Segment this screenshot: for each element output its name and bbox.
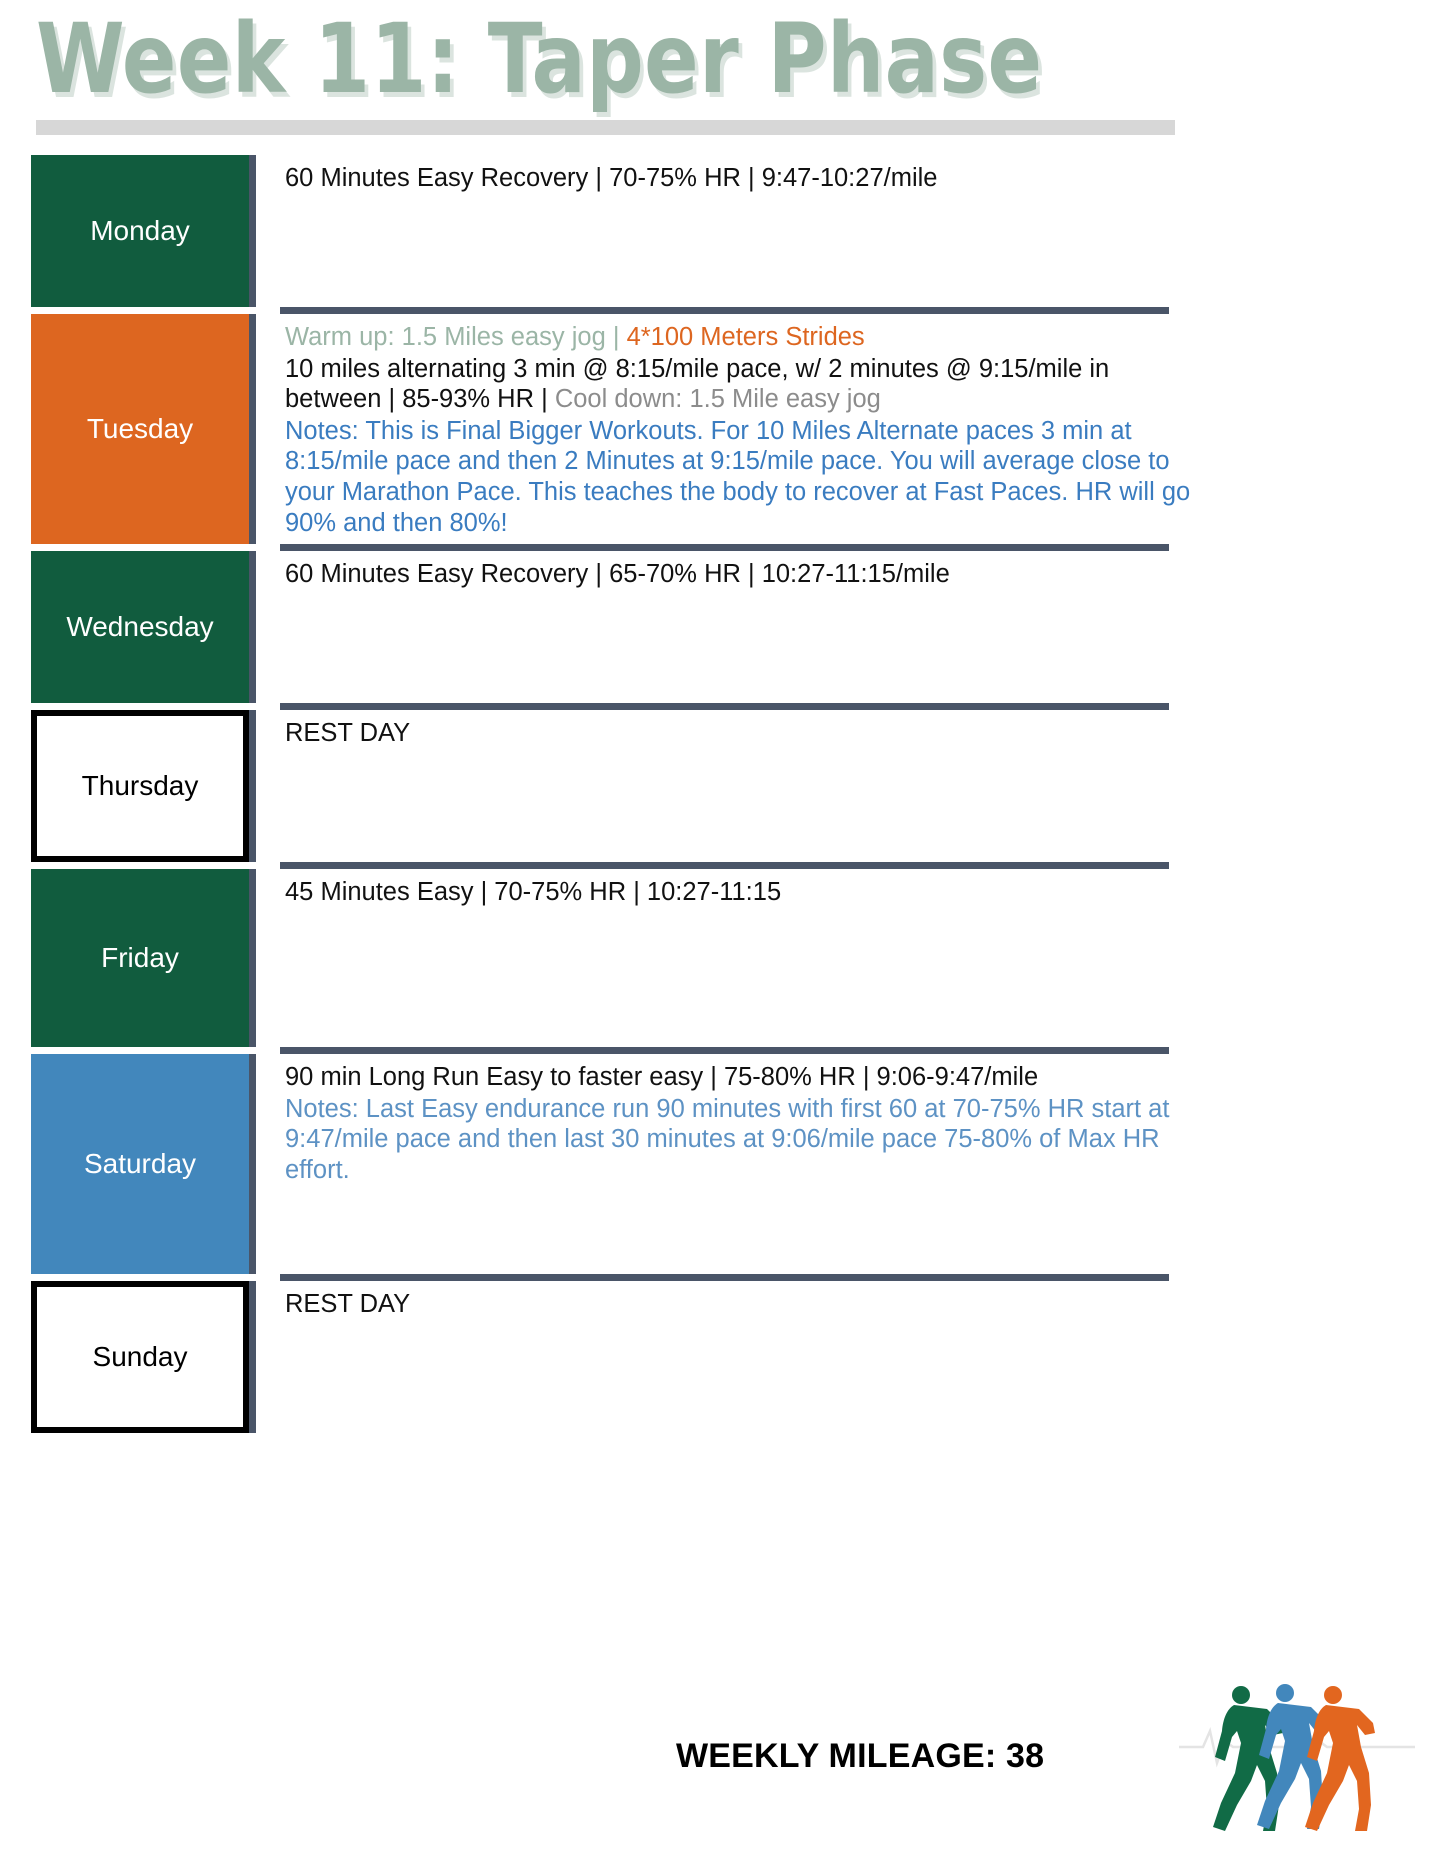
day-chip-friday[interactable]: Friday — [31, 869, 249, 1047]
workout-segment-notes-saturday: Notes: Last Easy endurance run 90 minutes with first 60 at 70-75% HR start at 9:47/mile pace and then last 30 minutes at 9:06/mile pace 75-80% of Max HR effort. — [285, 1094, 1170, 1184]
weekly-mileage-label: WEEKLY MILEAGE: 38 — [676, 1737, 1045, 1775]
vertical-divider — [249, 155, 256, 307]
workout-segment-main: 60 Minutes Easy Recovery | 70-75% HR | 9:47-10:27/mile — [285, 164, 938, 192]
day-row — [31, 1054, 1445, 1274]
page-header — [0, 0, 1445, 126]
row-divider — [280, 544, 1169, 551]
workout-segment-main: 90 min Long Run Easy to faster easy | 75-80% HR | 9:06-9:47/mile — [285, 1063, 1039, 1091]
workout-description — [273, 551, 1195, 590]
day-chip-monday[interactable]: Monday — [31, 155, 249, 307]
day-label-cell — [31, 1281, 249, 1433]
day-detail-cell — [249, 869, 1445, 1047]
workout-segment-main: REST DAY — [285, 1290, 411, 1318]
workout-segment-warm: Warm up: 1.5 Miles easy jog — [285, 323, 613, 351]
day-detail-cell — [249, 551, 1445, 703]
workout-line — [285, 1289, 1195, 1320]
day-row — [31, 551, 1445, 703]
vertical-divider — [249, 314, 256, 544]
day-row — [31, 155, 1445, 307]
page-title: Week 11: Taper Phase — [36, 3, 1043, 115]
workout-segment-main: 60 Minutes Easy Recovery | 65-70% HR | 10:27-11:15/mile — [285, 560, 950, 588]
vertical-divider — [249, 1281, 256, 1433]
day-detail-cell — [249, 155, 1445, 307]
workout-line — [285, 163, 1195, 194]
day-label-cell — [31, 155, 249, 307]
row-divider — [280, 307, 1169, 314]
workout-description — [273, 314, 1195, 538]
workout-description — [273, 710, 1195, 749]
workout-segment-main: 10 miles alternating 3 min @ 8:15/mile pace, w/ 2 minutes @ 9:15/mile in between | 85-93% HR | — [285, 354, 1110, 414]
workout-description — [273, 1054, 1195, 1185]
runners-icon — [1177, 1681, 1417, 1839]
day-detail-cell — [249, 314, 1445, 544]
day-row — [31, 869, 1445, 1047]
vertical-divider — [249, 551, 256, 703]
day-label-cell — [31, 551, 249, 703]
workout-segment-notes-tuesday: Notes: This is Final Bigger Workouts. For 10 Miles Alternate paces 3 min at 8:15/mile pace and then 2 Minutes at 9:15/mile pace. You will average close to your Marathon Pace. This teaches the body to recover at Fast Paces. HR will go 90% and then 80%! — [285, 416, 1191, 537]
day-chip-thursday[interactable]: Thursday — [31, 710, 249, 862]
workout-segment-cool: Cool down: 1.5 Mile easy jog — [554, 385, 881, 414]
day-chip-saturday[interactable]: Saturday — [31, 1054, 249, 1274]
day-chip-sunday[interactable]: Sunday — [31, 1281, 249, 1433]
day-label-cell — [31, 869, 249, 1047]
workout-description — [273, 155, 1195, 194]
workout-line — [285, 559, 1195, 590]
vertical-divider — [249, 710, 256, 862]
workout-line — [285, 718, 1195, 749]
day-row — [31, 314, 1445, 544]
weekly-schedule — [0, 155, 1445, 1433]
row-divider — [280, 703, 1169, 710]
vertical-divider — [249, 1054, 256, 1274]
workout-segment-main: 45 Minutes Easy | 70-75% HR | 10:27-11:15 — [285, 878, 782, 906]
workout-description — [273, 869, 1195, 908]
row-divider — [280, 862, 1169, 869]
day-row — [31, 1281, 1445, 1433]
workout-line — [285, 877, 1195, 908]
day-label-cell — [31, 1054, 249, 1274]
day-label-cell — [31, 710, 249, 862]
header-divider — [36, 120, 1175, 135]
page-footer — [0, 1689, 1445, 1849]
workout-line — [285, 1062, 1195, 1093]
day-detail-cell — [249, 1281, 1445, 1433]
day-chip-wednesday[interactable]: Wednesday — [31, 551, 249, 703]
row-divider — [280, 1047, 1169, 1054]
workout-segment-sep: | — [612, 323, 627, 351]
workout-description — [273, 1281, 1195, 1320]
vertical-divider — [249, 869, 256, 1047]
day-detail-cell — [249, 1054, 1445, 1274]
workout-line — [285, 354, 1195, 415]
day-row — [31, 710, 1445, 862]
workout-segment-main: REST DAY — [285, 719, 411, 747]
day-chip-tuesday[interactable]: Tuesday — [31, 314, 249, 544]
row-divider — [280, 1274, 1169, 1281]
day-detail-cell — [249, 710, 1445, 862]
workout-line — [285, 322, 1195, 353]
workout-line — [285, 416, 1195, 538]
workout-segment-strides: 4*100 Meters Strides — [626, 323, 865, 351]
day-label-cell — [31, 314, 249, 544]
workout-line — [285, 1094, 1195, 1186]
